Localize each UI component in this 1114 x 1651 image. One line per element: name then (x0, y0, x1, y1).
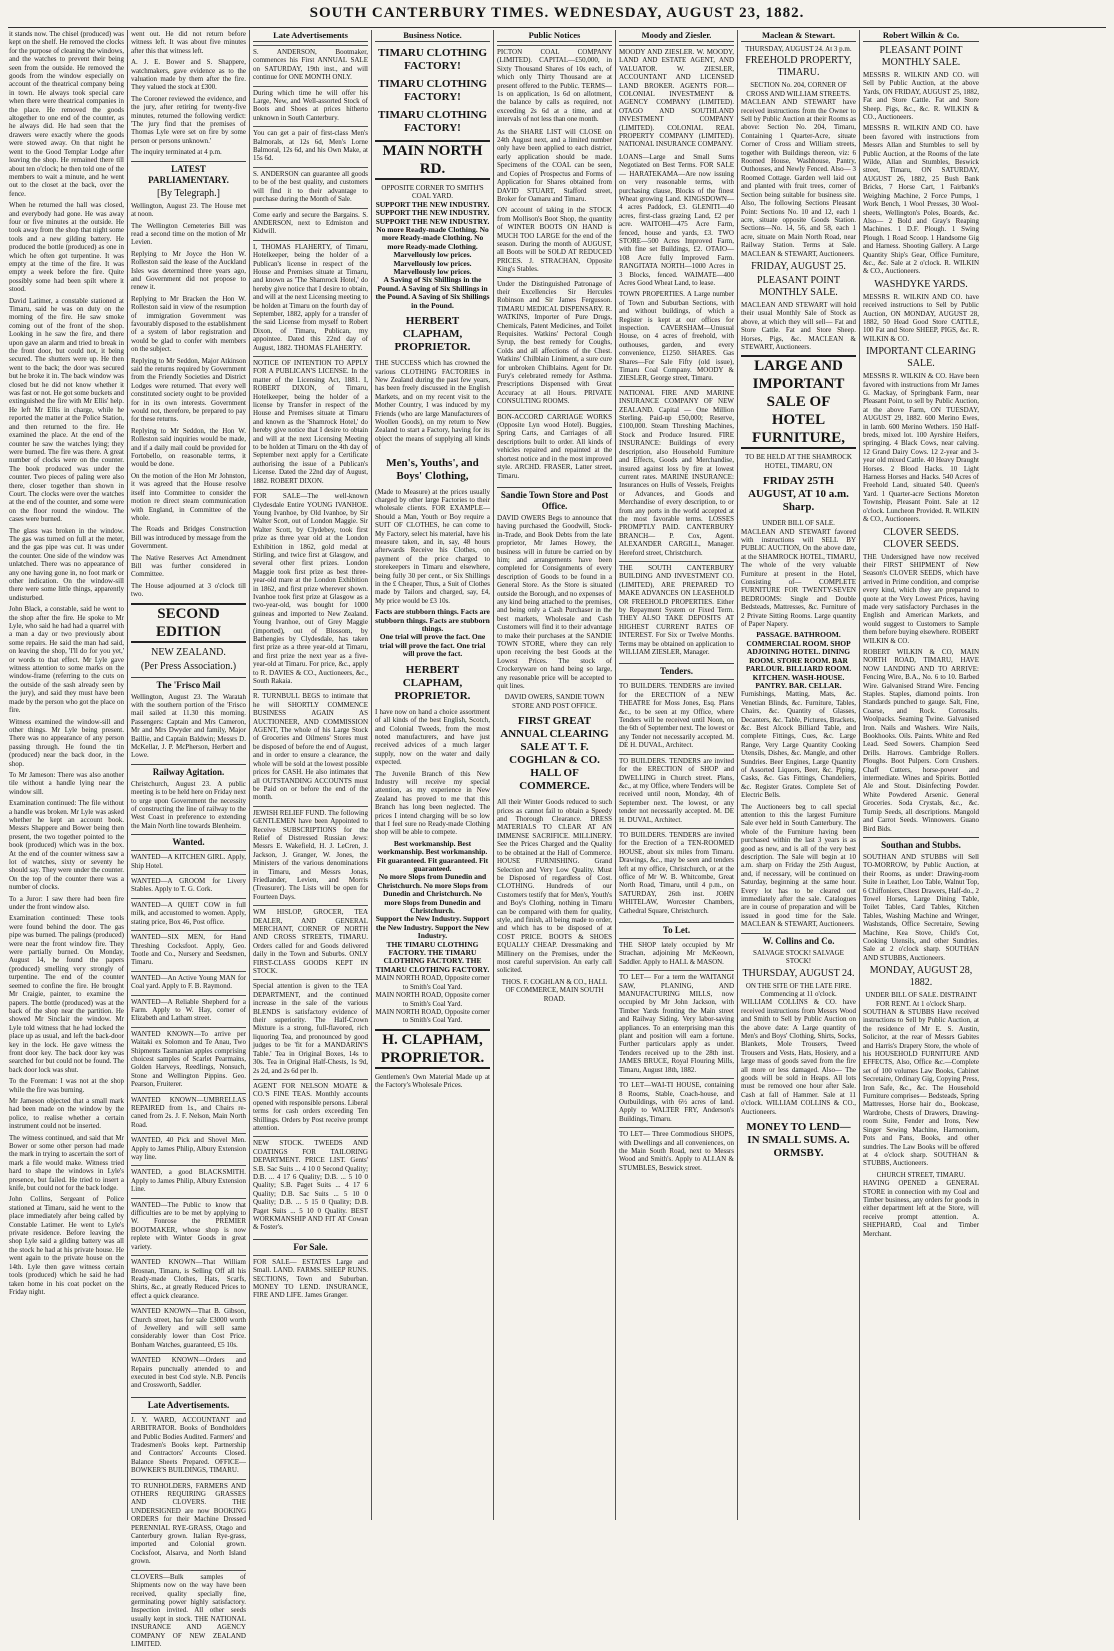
advertisement: WANTED, a good BLACKSMITH. Apply to James Philip, Albury Extension Line. (131, 1165, 246, 1196)
centered-line: MAIN NORTH ROAD, Opposite corner to Smith's Coal Yard. (375, 1007, 490, 1025)
column-3 (250, 30, 372, 1520)
advertisement: FOR SALE—The well-known Clydesdale Entire YOUNG IVANHOE. Young Ivanhoe, by Old Ivanhoe, by Sir Walter Scott, out of London Maggie. Sir Walter Scott, by Clydebey, took first prize as three year old at the London Exhibition in 1862, gold medal at Stirling, and twice first at Glasgow, and several other first prizes. London Maggie took first prize as best three-year-old mare at the London Exhibition in 1862, and first prize wherever shown. Ivanhoe took first prize at Glasgow as a two-year-old, was bought for 1000 guineas and imported to New Zealand. Young Ivanhoe, out of Grey Maggie (imported), out of Blossom, by Bathengies by Clydesdale, has taken first prize as a three year-old at Timaru, and first prize the next year as a five-year-old at Timaru. For price, &c., apply to R. DAVIES & CO., Auctioneers, &c., South Rakaia. (253, 489, 368, 688)
article-paragraph: (Made to Measure) at the prices usually charged by other large Factories to their wholesale clients. FOR EXAMPLE— Should a Man, Youth or Boy require a SUIT OF CLOTHES, he can come to My Factory, select his material, have his measure taken, and in, say, 48 hours afterwards Receive his Clothes, on payment of the price charged to storekeepers in Timaru and elsewhere, being fully 30 per cent., or Six Shillings in the £ Cheaper, Thus, a Suit of Clothes made by Tailors and charged, say, £4, My price would be £3 10s. (375, 487, 490, 605)
advertisement: Special attention is given to the TEA DEPARTMENT, and the continued increase in the sale of the various BLENDS is satisfactory evidence of their superiority. The Half-Crown Mixture is a strong, full-flavored, rich liquoring Tea, and pronounced by good judges to be 'fit for a MANDARIN'S Table.' Tea in Original Boxes, 14s to 30s. Tea in Original Half-Chests, 1s 9d, 2s 2d, and 2s 6d per lb. (253, 979, 368, 1077)
ad-banner: MONEY TO LEND—IN SMALL SUMS. A. ORMSBY. (746, 1121, 851, 1159)
subheading: MONDAY, AUGUST 28, 1882. (869, 965, 973, 989)
advertisement: WANTED KNOWN—That William Brosnan, Timaru, is Selling Off all his Ready-made Clothes, Hats, Scarfs, Shirts, &c., at greatly Reduced Prices to effect a quick clearance. (131, 1255, 246, 1303)
advertisement: You can get a pair of first-class Men's Balmorals, at 12s 6d, Men's Lorne Balmoral, 12s 6d, and his Own Make, at 15s 6d. (253, 126, 368, 166)
advertisement: R. TURNBULL BEGS to intimate that he will SHORTLY COMMENCE BUSINESS AGAIN AS AUCTIONEER, AND COMMISSION AGENT, The whole of his Large Stock of Groceries and Oilmens' Stores must be disposed of before the end of August, and in order to ensure a clearance, the whole will be sold at the lowest possible prices for CASH. He also intimates that all OUTSTANDING ACCOUNTS must be Paid on or before the end of the month. (253, 689, 368, 804)
advertisement: WANTED, 40 Pick and Shovel Men. Apply to James Philip, Albury Extension way line. (131, 1133, 246, 1164)
centered-line: OPPOSITE CORNER TO SMITH'S COAL YARD. (381, 184, 484, 201)
subheading: [By Telegraph.] (157, 187, 220, 199)
column-2 (128, 30, 250, 1648)
column-6 (616, 30, 738, 1520)
article-paragraph: MESSRS R. WILKIN AND CO. have been favored with instructions from Messrs Allan and Stumbles to sell by Public Auction, at the Rooms of the late Wilde, Allan and Stumbles, Beswick street, Timaru, ON SATURDAY, AUGUST 26, 1882, 25 Bush Bank Bricks, 7 Horse Cart, 1 Fairbank's Weighing Machine, 2 Force Pumps, 1 Work Bench, 1 Wool Presses, 30 Wool-sheets, Wellington's Poles, Boards, &c. Also— 2 Bold and Gray's Reaping Machines. 1 D.F. Plough. 1 Swing Plough. 1 Road Scoop. 1 Handsome Gig and Harness. Shooting Gallery. A Large Quantity Ship's Gear, Office Furniture, &c., &c. Sale at 2 o'clock. R. WILKIN & CO., Auctioneers. (863, 124, 979, 276)
advertisement: J. Y. WARD, ACCOUNTANT and ARBITRATOR. Books of Bondholders and Public Bodies Audited. Farmers' and Tradesmen's Books kept. Partnership and Contractors' Accounts Closed. Balance Sheets Prepared. OFFICE—BOWKER'S BUILDINGS, TIMARU. (131, 1413, 246, 1478)
ad-slogan: A Saving of Six Shillings in the Pound. A Saving of Six Shillings in the Pound. A Saving of Six Shillings in the Pound. (375, 275, 490, 310)
article-paragraph: MESSRS R. WILKIN AND CO. have received instructions to Sell by Public Auction, ON MONDAY, AUGUST 28, 1882, 50 Head Good Store CATTLE, 100 Fat and Store SHEEP, PIGS, &c. R. WILKIN & CO. (863, 292, 979, 343)
article-paragraph: Wellington, August 23. The Waratah with the southern portion of the 'Frisco mail sailed at 11.30 this morning. Passengers: Captain and Mrs Cameron, Mr and Mrs Dwyder and family, Major Baillie, and Captain Baldwin; Messrs D. McKellar, J. P. McPherson, Herbert and Lowe. (131, 692, 246, 760)
article-paragraph: John Black, a constable, said he went to the shop after the fire. He spoke to Mr Lyle, who said he had had a quarrel with a man a day or two previously about some repairs. He said the man had said, on leaving the shop, 'I'll do for you yet,' or words to that effect. Mr Lyle gave witness attention to some marks on the window-frame (referring to the cuts on the outside of the sash already seen by the jury), and said they must have been made by the person who got the place on fire. (9, 605, 124, 715)
article-paragraph: John Collins, Sergeant of Police stationed at Timaru, said he went to the place immediately after being called by Constable Latimer. He went to Lyle's private residence. Before leaving the shop Lyle said a gilding battery was all the stock he had at his private house. He went again to the private house on the 14th. Lyle then gave witness certain tools (produced) which he said he had taken home in his coat pocket on the Friday night. (9, 1195, 124, 1296)
advertisement: Come early and secure the Bargains. S. ANDERSON, next to Edmiston and Kidwill. (253, 208, 368, 239)
article-paragraph: HAVING OPENED a GENERAL STORE in connection with my Coal and Timber business, any orders for goods in either department left at the Store, will receive prompt attention. A. SHEPHARD, Coal and Timber Merchant. (863, 1179, 979, 1238)
advertisement: JEWISH RELIEF FUND. The following GENTLEMEN have been Appointed to Receive SUBSCRIPTIONS for the Relief of Distressed Russian Jews: Messrs E. Wakefield, H. J. LeCren, J. Jackson, J. Granger, W. Jones, the Ministers of the various denominations in Timaru, and Messrs Jonas, Friedlander, Levien, and Morris (Treasurer). The Lists will be open for Fourteen Days. (253, 806, 368, 904)
advertisement: WANTED—A KITCHEN GIRL. Apply, Ship Hotel. (131, 850, 246, 873)
article-paragraph: Replying to Mr Bracken the Hon W. Rolleston said in view of the resumption of immigration Government was favourably disposed to the establishment of a system of labor registration and would be glad to confer with members on the subject. (131, 294, 246, 354)
article-paragraph: THE Undersigned have now received their FIRST SHIPMENT of New Season's CLOVER SEEDS, which have arrived in Prime condition, and comprise every kind, which they are prepared to quote at the Very Lowest Prices, having made very satisfactory Purchases in the English and American Markets, and would suggest to Customers to Sample them before buying elsewhere. ROBERT WILKIN & CO. (863, 552, 979, 645)
centered-line: CHURCH STREET, TIMARU. (876, 1170, 966, 1179)
advertisement: NEW STOCK. TWEEDS AND COATINGS FOR TAILORING DEPARTMENT. PRICE LIST. Gents' S.B. Sac Suits ... 4 10 0 Second Quality; D.B. ... 4 17 6 Quality; D.B. ... 5 10 0 Quality; S.B. Paget Suits ... 4 17 6 Quality; D.B. Sac Suits ... 5 10 0 Quality; D.B. ... 5 15 0 Quality; D.B. Paget Suits ... 5 10 0 Quality. BEST WORKMANSHIP AND FIT AT Cowan & Foster's. (253, 1136, 368, 1234)
article-paragraph: Christchurch, August 23. A public meeting is to be held here on Friday next to urge upon Government the necessity of constructing the line of railway to the West Coast in preference to extending the Main North line towards Blenheim. (131, 779, 246, 830)
article-paragraph: Examination continued: The file without a handle was broken. Mr Lyle was asked whether he kept an account book. Messrs Shappere and Bower being then present, the two together pointed to the book (produced) which was in the box. At the end of the counter witness saw a lot of watches, sixty or seventy he should say. They were under the counter. On the top of the counter there was a number of clocks. (9, 799, 124, 892)
ad-slogan: SUPPORT THE NEW INDUSTRY. SUPPORT THE NEW INDUSTRY. SUPPORT THE NEW INDUSTRY. (375, 199, 490, 226)
centered-line: THURSDAY, AUGUST 24. At 3 p.m. (745, 45, 852, 53)
subheading: PLEASANT POINT MONTHLY SALE. (757, 274, 840, 298)
advertisement: TO BUILDERS. TENDERS are invited for the ERECTION of a NEW THEATRE for Moss Jones, Esq. Plans &c., to be seen at my Office, where Tenders will be received until Noon, on the 6th of September next. The lowest or any Tender not necessarily accepted. M. DE H. DUVAL, Architect. (619, 679, 734, 752)
advertisement: TO LET— Three Commodious SHOPS, with Dwellings and all conveniences, on the Main South Road, next to Messrs Wood and Smith's. Apply to ALLAN & STUMBLES, Beswick street. (619, 1127, 734, 1175)
article-paragraph: Mr Jameson objected that a small mark had been made on the window by the police, to realise whether a certain instrument could not be inserted. (9, 1096, 124, 1131)
article-paragraph: MACLEAN AND STEWART will hold their usual Monthly Sale of Stock as above, at which they will sell— Fat and Store Cattle. Fat and Store Sheep. Horses, Pigs, &c. MACLEAN & STEWART, Auctioneers. (741, 300, 856, 351)
centered-line: SECTION No. 204, CORNER OF CROSS AND WILLIAM STREETS. (746, 81, 851, 98)
advertisement: WM HISLOP, GROCER, TEA DEALER, AND GENERAL MERCHANT, CORNER OF NORTH AND CROSS STREETS, TIMARU. Orders called for and Goods delivered daily in the Town and Suburbs. ONLY FIRST-CLASS GOODS KEPT IN STOCK. (253, 905, 368, 978)
masthead-rule (8, 27, 1106, 28)
ad-banner: FRIDAY 25TH AUGUST, AT 10 a.m. Sharp. (748, 475, 849, 514)
article-paragraph: SOUTHAN & STUBBS Have received instructions to Sell by Public Auction, at the residence of Mr E. S. Austin, Solicitor, at the rear of Messrs Gabites and Harris's Drapery Store, the whole of his HOUSEHOLD FURNITURE AND EFFECTS, Also, Office &c.—Complete set of 100 volumes Law Books, Cabinet Secretaire, Ordinary Gig, Copying Press, Iron Safe, &c., &c. The Household Furniture comprises— Bedsteads, Spring Mattresses, Horse hair do., Bookcase, Wardrobe, Chests of Drawers, Drawing-room Suite, Fender and Irons, New Singer Sewing Machine, Harmonium, Pots and Pans, Books, and other sundries. The Law Books will be offered at 4 o'clock sharp. SOUTHAN & STUBBS, Auctioneers. (863, 1008, 979, 1168)
advertisement: FOR SALE— ESTATES Large and Small. LAND. FARMS. SHEEP RUNS. SECTIONS, Town and Suburban. MONEY TO LEND. INSURANCE, FIRE AND LIFE. James Granger. (253, 1255, 368, 1303)
article-paragraph: MESSRS R. WILKIN & CO. Have been favored with instructions from Mr James G. Mackay, of Springbank Farm, near Pleasant Point, to sell by Public Auction, at the above Farm, ON TUESDAY, AUGUST 29, 1882. 600 Merino Ewes, in lamb. 600 Merino Wethers. 150 Half-breds, mixed lot. 100 Ayrshire Heifers, springing. 4 Black Cows, near calving. 12 Grand Dairy Cows. 12 2-year and 3-year old mixed Cattle. 40 Heavy Draught Horses. 2 Blood Hacks. 10 Light Harness Horses and Hacks. 540 Acres of Freehold Land, situated 540. Queen's Yard. 1 Quarter-acre Sections Moreton Township, Pleasant Point. Sale at 12 o'clock. Luncheon Provided. R. WILKIN & CO., Auctioneers. (863, 372, 979, 524)
article-paragraph: Wellington, August 23. The House met at noon. (131, 201, 246, 219)
article-paragraph: MESSRS R. WILKIN AND CO. will Sell by Public Auction, at the above Yards, ON FRIDAY, AUGUST 25, 1882, Fat and Store Cattle. Fat and Store Sheep. Pigs, &c., &c. R. WILKIN & CO., Auctioneers. (863, 71, 979, 122)
article-paragraph: As the SHARE LIST will CLOSE on 24th August next, and a limited number only have been applied to each district, early application should be made. Specimens of the COAL can be seen, and Copies of Prospectus and Forms of Application for Shares obtained from DAVID STUART, Stafford street, Broker for Oamaru and Timaru. (497, 127, 612, 203)
advertisement: I, THOMAS FLAHERTY, of Timaru, Hotelkeeper, being the holder of a Publican's license in respect of the House and Premises situate at Timaru, and known as 'The Shamrock Hotel,' do hereby give notice that I desire to obtain, and will at the next Licensing meeting to be holden at Timaru on the fourth day of September, 1882, apply for a transfer of the said License from myself to Robert Dixon, of Timaru, Publican, my appointee. Dated this 22nd day of August, 1882. THOMAS FLAHERTY. (253, 240, 368, 355)
section-heading: Southan and Stubbs. (863, 837, 979, 851)
advertisement: WANTED—SIX MEN, for Hand Threshing Cocksfoot. Apply, Geo. Tootle and Co., Nursery and Seedsmen, Timaru. (131, 930, 246, 970)
advertisement: NOTICE OF INTENTION TO APPLY FOR A PUBLICAN'S LICENSE. In the matter of the Licensing Act, 1881. I, ROBERT DIXON, of Timaru, Hotelkeeper, being the holder of a license by Transfer in respect of the House and Premises situate at Timaru and known as the 'Shamrock Hotel,' do hereby give notice that I desire to obtain and will at the next Licensing Meeting to be holden at Timaru on the 4th day of September next apply for a Certificate authorising the issue of a Publican's License. Dated the 22nd day of August, 1882. ROBERT DIXON. (253, 356, 368, 488)
advertisement: TO LET—WAI-TI HOUSE, containing 8 Rooms, Stable, Coach-house, and Outbuildings, with 6½ acres of land. Apply to WALTER FRY, Anderson's Buildings, Timaru. (619, 1078, 734, 1126)
centered-line: THOS. F. COGHLAN & CO., HALL OF COMMERCE, MAIN SOUTH ROAD. (501, 977, 608, 1003)
article-paragraph: MACLEAN AND STEWART have received instructions from the Owner to Sell by Public Auction at their Rooms as above: Section No. 204, Timaru, Containing 1 Quarter-Acre, situate Corner of Cross and William streets, together with Buildings thereon, viz: 6 Roomed House, Washhouse, Pantry, Outhouses, and Newly Fenced. Also— 3 Roomed Cottage. Garden well laid out and planted with fruit trees, corner of Section being suitable for business site. Also, The following Sections Pleasant Point: Sections No. 10 and 12, each 1 acre, situate opposite Goods Station. Sections—No. 14, 56, and 58, each 1 acre, situate on Main North Road, near Railway Station. Terms at Sale. MACLEAN & STEWART, Auctioneers. (741, 98, 856, 258)
article-paragraph: SOUTHAN AND STUBBS will Sell TO-MORROW, by Public Auction, at their Rooms, as under: Drawing-room Suite in Leather, Loo Table, Walnut Top, 6 Chiffoniers, Chest Drawers, Half-do., 2 Towel Horses, Large Dining Table, Toilet Tables, Card Tables, Kitchen Tables, Washing Machine and Wringer, Washstands, Office Secretaire, Sewing Machine, Kea Stove, Child's Cot, Cooking Utensils, and other Sundries. Sale at 2 o'clock sharp. SOUTHAN AND STUBBS, Auctioneers. (863, 852, 979, 962)
advertisement: WANTED KNOWN—UMBRELLAS REPAIRED from 1s., and Chairs re-caned from 2s. J. F. Nelson, Main North Road. (131, 1093, 246, 1133)
large-heading: MAIN NORTH RD. (375, 140, 490, 180)
article-paragraph: The inquiry terminated at 4 p.m. (131, 148, 222, 157)
subheading: NEW ZEALAND. (151, 646, 226, 658)
article-paragraph: WILLIAM COLLINS & CO. have received instructions from Messrs Wood and Smith to Sell by Public Auction on the above date: A Large quantity of Men's and Boys' Clothing, Shirts, Socks, Blankets, Mole Trousers, Tweed Trousers and Vests, Hats, Hosiery, and a large mass of goods saved from the fire all more or less damaged. Also— The goods will be sold in Heaps. All lots must be removed one hour after Sale. Cash at fall of Hammer. Sale at 11 o'clock. WILLIAM COLLINS & CO., Auctioneers. (741, 998, 856, 1116)
ad-slogan: THE TIMARU CLOTHING FACTORY. THE TIMARU CLOTHING FACTORY. THE TIMARU CLOTHING FACTORY. (375, 939, 490, 974)
advertisement: WANTED KNOWN—Orders and Repairs punctually attended to and executed in best Cod style. N.B. Pencils and Crossworth, Saddler. (131, 1353, 246, 1393)
article-paragraph: To a Juror: I saw there had been fire under the front window also. (9, 894, 124, 912)
article-paragraph: The Wellington Cemeteries Bill was read a second time on the motion of Mr Levien. (131, 221, 246, 247)
advertisement: Under the Distinguished Patronage of their Excellencies Sir Hercules Robinson and Sir James Fergusson. TIMARU MEDICAL DISPENSARY. R. WATKINS, Importer of Pure Drugs, Chemicals, Patent Medicines, and Toilet Requisites. Watkins' Pectoral Cough Syrup, the best remedy for Coughs, Colds and all affections of the Chest. Watkins' Chilblain Liniment, a sure cure for unbroken Chilblains. Agent for Dr. Fury's celebrated remedy for Asthma. Prescriptions Dispensed with Great Accuracy at all Hours. PRIVATE CONSULTING ROOMS. (497, 277, 612, 409)
centered-line: MAIN NORTH ROAD, Opposite corner to Smith's Coal Yard. (375, 991, 490, 1008)
ad-slogan: Facts are stubborn things. Facts are stubborn things. Facts are stubborn things. (375, 607, 490, 634)
article-paragraph: I have now on hand a choice assortment of all kinds of the best English, Scotch, and Colonial Tweeds, from the most noted manufacturers, and have just received advices of a much larger supply, now on the water and daily expected. (375, 707, 490, 767)
advertisement: WANTED—The Public to know that difficulties are to be met by applying to W. Fonrose the PREMIER BOOTMAKER, whose shop is now replete with Winter Goods in great variety. (131, 1198, 246, 1254)
section-heading: W. Collins and Co. (741, 933, 856, 947)
advertisement: WANTED—A Reliable Shepherd for a Farm. Apply to W. Hay, corner of Elizabeth and Latham street. (131, 995, 246, 1026)
advertisement: WANTED KNOWN—That B. Gibson, Church street, has for sale £3000 worth of Jewellery and will sell same considerably lower than Cost Price. Bonham Watches, guaranteed, £5 10s. (131, 1304, 246, 1352)
section-heading: Sandie Town Store and Post Office. (497, 487, 612, 512)
ad-slogan: One trial will prove the fact. One trial will prove the fact. One trial will prove the fact. (379, 632, 486, 659)
subheading: WASHDYKE YARDS. (874, 278, 968, 290)
article-paragraph: it stands now. The chisel (produced) was kept on the shelf. He removed the clocks for the purpose of cleaning the windows, and the watches to prevent their being seen from the outside. He removed the goods from the window especially on account of the theatrical company being in town. He always took special care when there were theatrical companies in the place. He removed the goods altogether to one end of the counter, as he always did. He had seen that the drawers were exactly where the goods were stowed away. On that night he went to the Good Templar Lodge after leaving the shop. He remained there till about ten o'clock; he then told one of the members to wait a minute, and he went out to the closet at the back, over the fence. (9, 30, 124, 198)
ad-banner: TIMARU CLOTHING FACTORY! (377, 109, 488, 134)
article-paragraph: MACLEAN AND STEWART favored with instructions will SELL BY PUBLIC AUCTION, On the above date, at the SHAMROCK HOTEL, TIMARU, The whole of the very valuable Furniture at present in the Hotel, Consisting of— COMPLETE FURNITURE FOR TWENTY-SEVEN BEDROOMS: Single and Double Bedsteads, Mattresses, &c. Furniture of 2 Private Sitting Rooms. Large quantity of Paper Napery. (741, 527, 856, 629)
article-paragraph: Replying to Mr Joyce the Hon W. Rolleston said the lease of the Auckland Isles was determined three years ago, and Government did not propose to renew it. (131, 249, 246, 292)
article-paragraph: Replying to Mr Seddon, Major Atkinson said the returns required by Government from the Friendly Societies and District Lodges were returned. That every well constituted society ought to be provided for in its own interests. Government would not, therefore, be prepared to pay for these returns. (131, 356, 246, 424)
advertisement: WANTED—A QUIET COW in full milk, and accustomed to women. Apply, stating price, Box 46, Post office. (131, 898, 246, 929)
columns-container (6, 30, 1108, 1648)
column-header: Public Notices (497, 30, 612, 42)
advertisement: MOODY AND ZIESLER. W. MOODY, LAND AND ESTATE AGENT, AND VALUATOR. W. ZIESLER, ACCOUNTANT AND LICENSED LAND BROKER. AGENTS FOR— COLONIAL INVESTMENT & AGENCY COMPANY (LIMITED). OTAGO AND SOUTHLAND INVESTMENT COMPANY (LIMITED). COLONIAL REAL PROPERTY COMPANY (LIMITED). NATIONAL INSURANCE COMPANY. (619, 45, 734, 152)
article-paragraph: Witness examined the window-sill and other things. Mr Lyle being present. There was no appearance of any person passing through. He found the tin (produced) near the back door, in the shop. (9, 717, 124, 768)
article-paragraph: A. J. E. Bower and S. Shappere, watchmakers, gave evidence as to the valuation made by them after the fire. They valued the stock at £300. (131, 58, 246, 92)
advertisement: TO LET— For a term the WAITANGI SAW, PLANING, AND MANUFACTURING MILLS, now occupied by Mr John Jackson, with Timber Yards fronting the Main street and Railway Siding. Very labor-saving appliances. To an enterprising man this plant and position will earn a fortune. Further particulars apply as under. Tenders received up to the 28th inst. JAMES BRUCE, Royal Flouring Mills, Timaru, August 18th, 1882. (619, 970, 734, 1077)
article-paragraph: ROBERT WILKIN & CO, MAIN NORTH ROAD, TIMARU, HAVE NOW LANDING AND TO ARRIVE: Fencing Wire, B.A., No. 6 to 10. Barbed Wire. Galvanised Strand Wire. Fencing Staples. Staples, diamond points. Iron Standards punched to gauge. Salt, Fine, Coarse, and Rock. Corrosalts. Woolpacks. Seaming Twine. Galvanised Iron. Nails and Washers. Wire Nails, Bookhooks. Oils. Paints. White and Red Lead. Seed Sowers. Champion Seed Drills. Harrows. Cambridge Rollers. Ploughs. Boot Pulpers. Corn Crushers. Chaff Cutters, horse-power and intermediate. Wines and Spirits. Bottled Ale and Stout. Disinfecting Powder. White Powdered Arsenic. General Groceries. Soda Crystals, &c., &c. Turnip Seeds, all descriptions. Mangold and Carrot Seeds. Winnowers. Guano Bird Bids. (863, 647, 979, 833)
ad-slogan: Marvellously low prices. Marvellously low prices. Marvellously low prices. (393, 250, 472, 277)
ad-slogan: PASSAGE. BATHROOM. COMMERCIAL ROOM. SHOP ADJOINING HOTEL. DINING ROOM. STORE ROOM. BAR PARLOUR. BILLIARD ROOM. KITCHEN. WASH-HOUSE. PANTRY. BAR. CELLAR. (745, 630, 852, 690)
advertisement: CLOVERS—Bulk samples of Shipments now on the way have been received, quality specially fine, germinating power highly satisfactory. Inspection invited. All other seeds usually kept in stock. THE NATIONAL INSURANCE AND AGENCY COMPANY OF NEW ZEALAND LIMITED. (131, 1570, 246, 1651)
ad-slogan: Fit guaranteed. Fit guaranteed. Fit guaranteed. (376, 855, 489, 873)
advertisement: During which time he will offer his Large, New, and Well-assorted Stock of Boots and Shoes at prices hitherto unknown in South Canterbury. (253, 86, 368, 126)
article-paragraph: When he returned the hall was closed, and everybody had gone. He was away four or five minutes at the outside. He took away from the shop that night some tools and a new gilding battery. He produced the bottle (produced) as one in which he often got turpentine. It was empty at the time of the fire. It was empty a week before the fire. Quite possibly some had been spilt where it stood. (9, 201, 124, 294)
masthead: SOUTH CANTERBURY TIMES. WEDNESDAY, AUGUST 23, 1882. (309, 5, 805, 21)
centered-line: TO BE HELD AT THE SHAMROCK HOTEL, TIMARU, ON (745, 453, 852, 470)
section-heading: To Let. (619, 922, 734, 936)
advertisement: THE SHOP lately occupied by Mr Strachan, adjoining Mr McKeown, Saddler. Apply to HALL & MASON. (619, 938, 734, 969)
large-heading: SECOND EDITION (131, 603, 246, 643)
article-paragraph: To the Foreman: I was not at the shop while the fire was burning. (9, 1077, 124, 1094)
ad-slogan: No more Slops from Dunedin and Christchurch. No more Slops from Dunedin and Christchurch. No more Slops from Dunedin and Christchurch. (377, 872, 488, 916)
article-paragraph: Replying to Mr Seddon, the Hon W. Rolleston said inquiries would be made, and if a daily mail could be provided for Fortobello, on reasonable terms, it would be done. (131, 426, 246, 469)
section-heading: Late Advertisements. (131, 1397, 246, 1411)
subheading: PLEASANT POINT MONTHLY SALE. (879, 45, 963, 68)
column-header: Robert Wilkin & Co. (863, 30, 979, 42)
centered-line: UNDER BILL OF SALE. DISTRAINT FOR RENT. At 1 o'clock Sharp. (865, 991, 977, 1008)
article-paragraph: THE SUCCESS which has crowned the various CLOTHING FACTORIES in New Zealand during the past few years, has been freely discussed in the English Markets, and on my recent visit to the Mother Country, I was induced by my Friends (who are large Manufacturers of Woollen Goods), on my return to New Zealand to start a Factory, having for its object the means of supplying all kinds of (375, 359, 490, 452)
article-paragraph: LOANS—Large and Small Sums Negotiated on Best Terms. FOR SALE— HARATEKAMA—Are now issuing on very reasonable terms, with purchasing clause, Blocks of the finest Wheat growing Land. KINGSDOWN—4 acres Paddock, £3. GLENITI—40 acres, first-class grazing Land, £2 per acre. WAITOHI—475 Acre Farm, fenced, house and yards, £3. TWO STORE—500 Acres Improved Farm, with fine set Buildings, £2. OTAIO—108 Acre fully Improved Farm. RANGITATA NORTH—1000 Acres in 3 Blocks, fenced. WAIMATE—400 Acres Good Wheat Land, to lease. (619, 152, 734, 287)
article-paragraph: On the motion of the Hon Mr Johnston, it was agreed that the House resolve itself into Committee to consider the motion re direct steam communication with England, in Committee of the whole. (131, 471, 246, 522)
subheading: IMPORTANT CLEARING SALE. (866, 346, 976, 370)
article-paragraph: Examination continued: These tools were found behind the door. The gas pipe was burned. The palings (produced) were near the front window fire. They were partially burned. On Monday, August 14, he found the papers (produced) smelling very strongly of turpentine. The end of the counter seemed to confine the fire. He brought Mr Craigie, painter, to examine the papers. The bottle (produced) was at the back of the shop near the partition. He showed Mr Sinclair the window. Mr Lyle told witness that he had locked the place up as usual, and left the back-door key in the lock. He gave witness the front door key. The back door key was searched for but could not be found. The back door lock was shut. (9, 914, 124, 1074)
advertisement: S. ANDERSON can guarantee all goods to be of the best quality, and customers will find it to their advantage to purchase during the Month of Sale. (253, 167, 368, 207)
centered-line: DAVID OWERS, SANDIE TOWN STORE AND POST OFFICE. (504, 693, 605, 710)
column-header: Moody and Ziesler. (619, 30, 734, 42)
article-paragraph: The House adjourned at 3 o'clock till two. (131, 581, 246, 599)
article-paragraph: The witness continued, and said that Mr Bower or some other person had made the mark in trying to ascertain the sort of mark a file would make. Witness tried hard to shape the windows in Lyle's presence, but failed. He tried to insert a knife, but could not for the back lodge. (9, 1133, 124, 1193)
ad-banner: Men's, Youths', and Boys' Clothing, (386, 456, 479, 482)
article-paragraph: Gentlemen's Own Material Made up at the Factory's Wholesale Prices. (375, 1072, 490, 1090)
ad-banner: HERBERT CLAPHAM, PROPRIETOR. (394, 663, 471, 702)
article-paragraph: The Auctioneers beg to call special attention to this the largest Furniture Sale ever held in South Canterbury. The whole of the Furniture having been purchased within the last 3 years is as good as new, and is all of the very best description. The Sale will begin at 10 a.m. sharp on Friday the 25th August, and, if necessary, will be continued on Saturday, beginning at the same hour. Every lot has to be cleared out immediately after the sale. Catalogues are in course of preparation and will be issued in good time for the Sale. MACLEAN & STEWART, Auctioneers. (741, 802, 856, 929)
column-7 (738, 30, 860, 1520)
ad-banner: HERBERT CLAPHAM, PROPRIETOR. (394, 315, 471, 354)
article-paragraph: Furnishings, Matting, Mats, &c. Venetian Blinds, &c. Furniture, Tables, Chairs, &c. Quantity of Glasses, Decanters, &c. Table, Pictures, Brackets, &c. Best Alcock Billiard Table, and complete Fittings, Cues, &c. Large Range, Very Large Quantity Cooking Utensils, Dishes, &c. Mangle, and other Sundries. Beer Engines, Large Quantity of Assorted Liquors, Beer, &c. Piping, Casks, &c. Gas Fittings, Chandeliers, &c. Register Grates. Complete Set of Electric Bells. (741, 690, 856, 800)
advertisement: THE SOUTH CANTERBURY BUILDING AND INVESTMENT CO. (LIMITED), ARE PREPARED TO MAKE ADVANCES ON LEASEHOLD OR FREEHOLD PROPERTIES. Either by Repayment System or Fixed Term. THEY ALSO TAKE DEPOSITS AT HIGHEST CURRENT RATES OF INTEREST. For Six or Twelve Months. Terms may be obtained on application to WILLIAM ZIESLER, Manager. (619, 561, 734, 659)
column-1 (6, 30, 128, 1520)
article-paragraph: All their Winter Goods reduced to such prices as cannot fail to obtain a Speedy and Thorough Clearance. DRESS MATERIALS TO CLEAR AT AN IMMENSE SACRIFICE. MILLINERY. See the Prices Charged and the Quality to be obtained at the Hall of Commerce. HOUSE FURNISHING. Grand Selection and Very Low Quality. Must be Disposed of regardless of Cost. CLOTHING. Hundreds of our Customers testify that for Men's, Youth's and Boy's Clothing, nothing in Timaru can be compared with them for quality, style, and finish, all being made to order, and which has to be disposed of at COST PRICE. BOOTS & SHOES EQUALLY CHEAP. Dressmaking and Millinery on the Premises, under the most careful supervision. An early call solicited. (497, 798, 612, 975)
section-heading: The 'Frisco Mail (131, 677, 246, 691)
article-paragraph: The glass was broken in the window. The gas was turned on full at the meter, and the gas pipe was cut. It was under the counter. One side of the window was unlatched. There was no appearance of any one having gone in, no foot mark or other indication. On the window-sill there were some little things, apparently undisturbed. (9, 526, 124, 602)
subheading: (Per Press Association.) (140, 660, 237, 672)
ad-banner: TIMARU CLOTHING FACTORY! (377, 47, 488, 72)
advertisement: WANTED—An Active Young MAN for Coal yard. Apply to F. B. Raymond. (131, 971, 246, 994)
large-heading: LARGE AND IMPORTANT SALE OF HOTEL FURNITURE, (741, 355, 856, 449)
article-paragraph: David Latimer, a constable stationed at Timaru, said he was on duty on the morning of the fire. He saw smoke coming out of the front of the shop. Looking in he saw the fire, and there upon gave an alarm and tried to break in the front door, but could not, it being secured. The shutters were up. He then went to the back; the door was secured but he broke it in. The back window was closed but he did not know whether it was fast or not. He got some buckets and extinguished the fire with Mr Ellis' help. He left Mr Ellis in charge, while he reported the matter at the Police Station, and then returned to the fire. He examined the place. At the end of the counter he saw the watches lying; they were burned. The fire was there. A great number of clocks were on the counter. The book produced was under the counter. Two pieces of paling were also there, closer together than shown in Court. The clocks were over the watches at the end of the counter, and some were on the floor round the window. The cases were burned. (9, 296, 124, 524)
article-paragraph: The Juvenile Branch of this New Industry will receive my special attention, as my experience in New Zealand has proved to me that this Branch has long been neglected. The prices I intend charging will be so low that I feel sure no Ready-made Clothing shop will be able to compete. (375, 769, 490, 837)
article-paragraph: The Native Reserves Act Amendment Bill was further considered in Committee. (131, 553, 246, 579)
advertisement: WANTED—A GROOM for Livery Stables. Apply to T. G. Cork. (131, 874, 246, 897)
column-header: Maclean & Stewart. (741, 30, 856, 42)
ad-slogan: Best workmanship. Best workmanship. Best workmanship. (377, 838, 488, 857)
ad-banner: FIRST GREAT ANNUAL CLEARING SALE AT T. F. COGHLAN & CO. HALL OF COMMERCE. (500, 715, 609, 793)
ad-banner: TIMARU CLOTHING FACTORY! (377, 78, 488, 103)
subheading: THURSDAY, AUGUST 24. (742, 967, 855, 979)
advertisement: AGENT FOR NELSON MOATE & CO.'S FINE TEAS. Monthly accounts opened with responsible persons. Liberal terms for cash orders exceeding Ten Shillings. Orders by Post receive prompt attention. (253, 1079, 368, 1135)
advertisement: NATIONAL FIRE AND MARINE INSURANCE COMPANY OF NEW ZEALAND. Capital — One Million Sterling. Paid-up £50,000; Reserve, £100,000. Steam Threshing Machines, Stock and Produce Insured. FIRE INSURANCE: Buildings of every description, also Household Furniture and Effects, Goods and Merchandise, insured against loss by fire at lowest current rates. MARINE INSURANCE: Insurances on Hulls of Vessels, Freights or Advances, and Goods and Merchandise of every description, to or from any ports in the world accepted at the most favorable terms. LOSSES PROMPTLY PAID. CANTERBURY BRANCH— P. Cox, Agent. ALEXANDER CARGILL, Manager. Hereford street, Christchurch. (619, 386, 734, 560)
article-paragraph: ON account of taking in the STOCK from Mollison's Boot Shop, the quantity of WINTER BOOTS ON HAND is MUCH TOO LARGE for the end of the season. During the month of AUGUST, all Boots will be SOLD AT REDUCED PRICES. J. STRACHAN, Opposite King's Stables. (497, 206, 612, 274)
advertisement: TO BUILDERS. TENDERS are invited for the Erection of a TEN-ROOMED HOUSE, about six miles from Timaru. Drawings, &c., may be seen and tenders left at my office, Christchurch, or at the office of Mr W. B. Whitcombe, Great North Road, Timaru, until 4 p.m., on SATURDAY, 26th inst. JOHN WHITELAW, Worcester Chambers, Cathedral Square, Christchurch. (619, 828, 734, 918)
section-heading: LATEST PARLIAMENTARY. (131, 161, 246, 186)
centered-line: UNDER BILL OF SALE. (762, 519, 835, 528)
article-paragraph: went out. He did not return before witness left. It was about five minutes after this that witness left. (131, 30, 246, 55)
large-heading: H. CLAPHAM, PROPRIETOR. (375, 1029, 490, 1069)
article-paragraph: TOWN PROPERTIES. A Large number of Town and Suburban Sections, with and without buildings, of which a Register is kept at our offices for inspection. CAVERSHAM—Unusual House, on 4 acres of freehold, with outhouses, garden, and every convenience, £1250. SHARES. Gas Shares—For Sale Fifty (old issue), Timaru Coal Company. MOODY & ZIESLER, George street, Timaru. (619, 290, 734, 383)
column-header: Late Advertisements (253, 30, 368, 42)
article-paragraph: The Roads and Bridges Construction Bill was introduced by message from the Government. (131, 525, 246, 551)
advertisement: WANTED KNOWN—To arrive per Waitaki ex Solomon and Te Anau, Two Shipments Tasmanian apples comprising choicest samples of Scarlet Pearmains, Golden Harveys, Reedlings, Nonsuch, Stone and Wellington Pippins. Geo. Pearson, Fruiterer. (131, 1027, 246, 1092)
column-8 (860, 30, 982, 1520)
column-header: Business Notice. (375, 30, 490, 42)
advertisement: BON-ACCORD CARRIAGE WORKS (Opposite Lyn wood Hotel). Buggies, Spring Carts, and Carriages of all descriptions built to order. All kinds of vehicles repaired and repainted at the shortest notice and in the most improved style. ARCHD. FRASER, Latter street, Timaru. (497, 410, 612, 483)
advertisement: TO BUILDERS. TENDERS are invited for the ERECTION of SHOP and DWELLING in Church street. Plans, &c., at my Office, where Tenders will be received until noon, Monday, 4th of September next. The lowest, or any tender not necessarily accepted. M. DE H. DUVAL, Architect. (619, 754, 734, 827)
ad-slogan: No more Ready-made Clothing. No more Ready-made Clothing. No more Ready-made Clothing. (376, 225, 489, 251)
subheading: FREEHOLD PROPERTY, TIMARU. (745, 55, 852, 79)
ad-slogan: Support the New Industry. Support the New Industry. Support the New Industry. (375, 914, 490, 941)
article-paragraph: DAVID OWERS Begs to announce that having purchased the Goodwill, Stock-in-Trade, and Book Debts from the late proprietor, Mr James Howey, the business will in future be carried on by him; and arrangements have been completed for Consignments of every description of Goods to be found in a General Store. As the Store is situated outside the Borough, and no expenses of any kind being attached to the premises, and being only a Cash Purchaser in the best markets, Wholesale and Cash Customers will find it to their advantage to make their purchases at the SANDIE TOWN STORE, where they can rely upon receiving the best Goods at the Lowest Prices. The stock of Crockeryware on hand being so large, any reasonable price will be accepted to quit lines. (497, 513, 612, 691)
advertisement: S. ANDERSON, Bootmaker, commences his First ANNUAL SALE on SATURDAY, 19th inst., and will continue for ONE MONTH ONLY. (253, 45, 368, 85)
article-paragraph: The Coroner reviewed the evidence, and the jury, after retiring for twenty-five minutes, returned the following verdict: 'The jury find that the premises of Thomas Lyle were set on fire by some person or persons unknown.' (131, 94, 246, 145)
subheading: FRIDAY, AUGUST 25. (751, 260, 846, 272)
section-heading: Railway Agitation. (131, 764, 246, 778)
centered-line: ON THE SITE OF THE LATE FIRE. Commencing at 11 o'clock. (745, 981, 852, 998)
section-heading: Wanted. (131, 834, 246, 848)
subheading: CLOVER SEEDS. CLOVER SEEDS. (883, 526, 959, 550)
article-paragraph: To Mr Jameson: There was also another tile without a handle lying near the window sill. (9, 770, 124, 796)
column-4 (372, 30, 494, 1520)
advertisement: PICTON COAL COMPANY (LIMITED). CAPITAL—£50,000, in Sixty Thousand Shares of 10s each, of which only Thirty Thousand are at present offered to the Public. TERMS— 1s on application, 1s 6d on allotment, the balance by calls as required, not exceeding 2s 6d at a time, and at intervals of not less than one month. (497, 45, 612, 127)
column-5 (494, 30, 616, 1520)
centered-line: MAIN NORTH ROAD, Opposite corner to Smith's Coal Yard. (375, 974, 490, 991)
centered-line: SALVAGE STOCK! SALVAGE STOCK! (753, 948, 844, 966)
section-heading: Tenders. (619, 663, 734, 677)
section-heading: For Sale. (253, 1239, 368, 1253)
advertisement: TO RUNHOLDERS, FARMERS AND OTHERS REQUIRING GRASSES AND CLOVERS. THE UNDERSIGNED are now BOOKING ORDERS for their Machine Dressed PERENNIAL RYE-GRASS, Otago and Canterbury grown. Italian Rye-grass, imported and Colonial grown. Cocksfoot, Alsarva, and North Island grown. (131, 1479, 246, 1569)
